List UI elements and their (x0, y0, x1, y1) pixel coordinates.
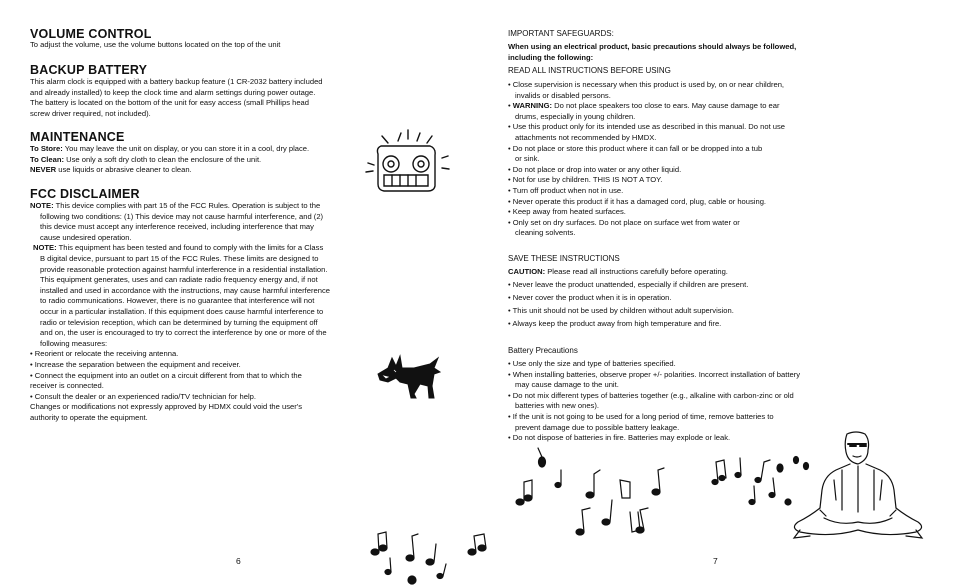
fcc-note2-line: occur in a particular installation. If this equipment does cause harmful interference to (40, 307, 324, 316)
save-item: • Never cover the product when it is in operation. (508, 293, 672, 302)
caution-text: CAUTION: Please read all instructions carefully before operating. (508, 267, 728, 276)
battery-item: • When installing batteries, observe proper +/- polarities. Incorrect installation of battery may cause damage to the unit. (508, 369, 800, 390)
fcc-note1-line: NOTE: This device complies with part 15 of the FCC Rules. Operation is subject to the (30, 201, 321, 210)
fcc-note2-line: to radio communications. However, there is no guarantee that interference will not (40, 296, 315, 306)
maintenance-heading: MAINTENANCE (30, 130, 125, 144)
battery-item: • If the unit is not going to be used for a long period of time, remove batteries to prevent damage due to possible battery leakage. (508, 412, 774, 432)
volume-control-heading: VOLUME CONTROL (30, 27, 152, 41)
backup-battery-text: This alarm clock is equipped with a battery backup feature (1 CR-2032 battery included and already installed) to keep the clock time and alarm settings during power outage. The battery is located on the bottom of the unit for easy access (small Phillips head screw driver required, not included). (30, 77, 323, 118)
fcc-note2-line: provide reasonable protection against harmful interference in a residential installation. (40, 264, 328, 274)
save-item: • Always keep the product away from high temperature and fire. (508, 319, 722, 328)
safeguard-item: • Use this product only for its intended use as described in this manual. Do not use attachments not recommended by HMDX. (508, 122, 786, 142)
safeguard-item: • Only set on dry surfaces. Do not place on surface wet from water or cleaning solvents. (508, 217, 740, 238)
safeguard-item: • Do not place or drop into water or any other liquid. (508, 164, 682, 174)
volume-control-text: To adjust the volume, use the volume buttons located on the top of the unit (30, 40, 281, 49)
safeguard-item: • Keep away from heated surfaces. (508, 207, 626, 217)
page-number-6: 6 (236, 556, 241, 566)
page-number-7: 7 (713, 556, 718, 566)
fcc-note2-line: and on, the user is encouraged to try to correct the interference by one or more of the (40, 328, 327, 338)
fcc-disclaimer-heading: FCC DISCLAIMER (30, 187, 140, 201)
safeguard-item: • Close supervision is necessary when this product is used by, on or near children, invalids or disabled persons. (508, 80, 785, 100)
important-safeguards-heading: IMPORTANT SAFEGUARDS: (508, 29, 614, 38)
right-page (477, 0, 954, 588)
fcc-bullet: • Consult the dealer or an experienced radio/TV technician for help. (30, 391, 256, 401)
battery-item: • Do not mix different types of batteries together (e.g., alkaline with carbon-zinc or old batteries with new ones). (508, 390, 794, 411)
read-instructions-heading: READ ALL INSTRUCTIONS BEFORE USING (508, 66, 671, 75)
safeguard-item: • Do not place or store this product where it can fall or be dropped into a tub or sink. (508, 143, 763, 164)
save-item: • Never leave the product unattended, especially if children are present. (508, 280, 749, 289)
fcc-note1-line: this device must accept any interference received, including interference that may (40, 222, 314, 232)
battery-item: • Use only the size and type of batteries specified. (508, 359, 676, 368)
battery-item: • Do not dispose of batteries in fire. Batteries may explode or leak. (508, 433, 731, 443)
maintenance-clean: To Clean: Use only a soft dry cloth to clean the enclosure of the unit. (30, 154, 262, 164)
fcc-note2-line: installed and used in accordance with the instructions, may cause harmful interference (40, 285, 330, 295)
battery-precautions-heading: Battery Precautions (508, 346, 578, 355)
save-instructions-heading: SAVE THESE INSTRUCTIONS (508, 254, 620, 263)
dog-illustration (374, 350, 446, 402)
save-item: • This unit should not be used by children without adult supervision. (508, 306, 734, 315)
safeguards-intro: When using an electrical product, basic precautions should always be followed, including the following: (508, 42, 797, 62)
fcc-note2-line: This equipment generates, uses and can radiate radio frequency energy and, if not (40, 275, 318, 285)
fcc-note2-line: B digital device, pursuant to part 15 of the FCC Rules. These limits are designed to (40, 254, 319, 263)
fcc-closing: Changes or modifications not expressly approved by HDMX could void the user's authority to operate the equipment. (30, 402, 303, 422)
fcc-note2-line: radio or television reception, which can be determined by turning the equipment off (40, 317, 318, 327)
fcc-note2-line: following measures: (40, 338, 108, 348)
boombox-illustration (362, 128, 452, 196)
safeguard-item: • Not for use by children. THIS IS NOT A TOY. (508, 175, 663, 185)
safeguard-item: • Never operate this product if it has a damaged cord, plug, cable or housing. (508, 196, 767, 206)
maintenance-never: NEVER use liquids or abrasive cleaner to clean. (30, 165, 192, 175)
fcc-note1-line: following two conditions: (1) This device may not cause harmful interference, and (2) (40, 211, 324, 221)
fcc-bullet: • Increase the separation between the equipment and receiver. (30, 360, 241, 369)
maintenance-store: To Store: You may leave the unit on display, or you can store it in a cool, dry place. (30, 144, 310, 153)
safeguard-item: • Turn off product when not in use. (508, 186, 624, 195)
fcc-bullet: receiver is connected. (30, 381, 104, 391)
fcc-bullet: • Connect the equipment into an outlet on a circuit different from that to which the (30, 370, 302, 380)
fcc-note1-line: cause undesired operation. (40, 232, 132, 242)
fcc-bullet: • Reorient or relocate the receiving antenna. (30, 349, 179, 359)
backup-battery-heading: BACKUP BATTERY (30, 63, 148, 77)
fcc-note2-line: NOTE: This equipment has been tested and found to comply with the limits for a Class (33, 243, 324, 253)
safeguard-item-warning: • WARNING: Do not place speakers too close to ears. May cause damage to ear drums, especially in young children. (508, 101, 780, 121)
